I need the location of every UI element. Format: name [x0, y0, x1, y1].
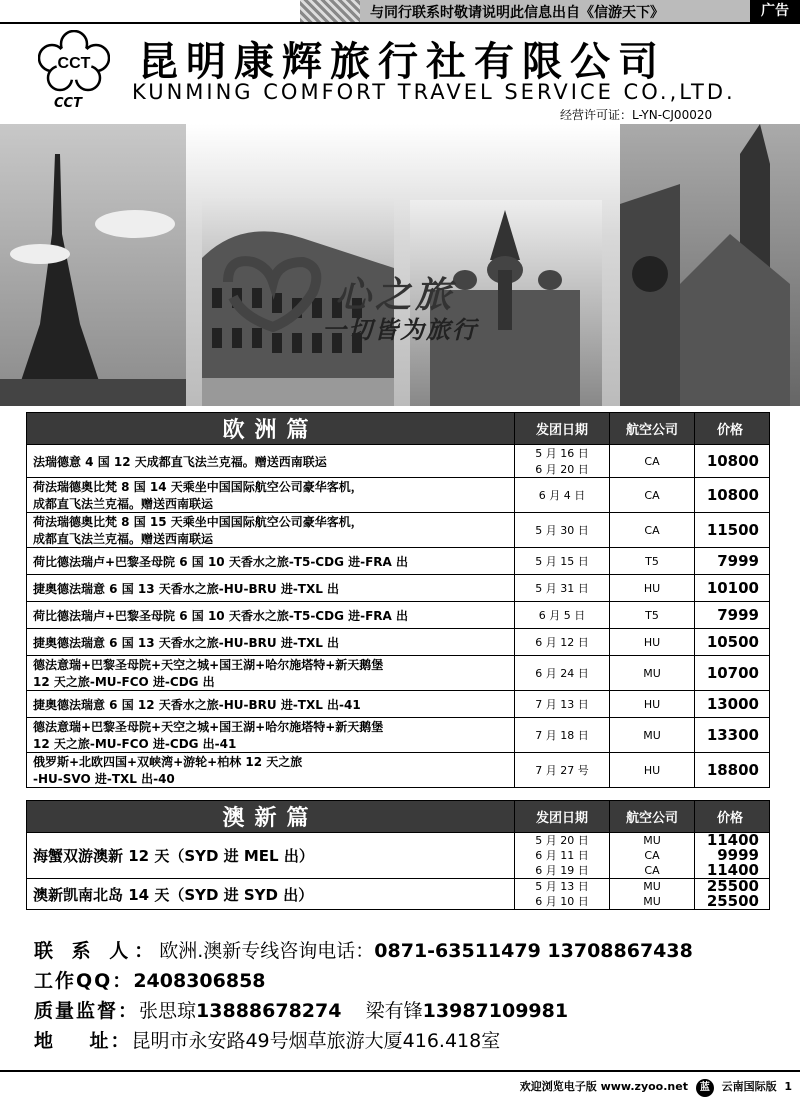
section-title-europe: 欧洲篇 [27, 413, 515, 445]
footer-edition: 云南国际版 [721, 1080, 777, 1093]
tour-price: 25500 [706, 877, 759, 895]
tour-airline: HU [610, 575, 695, 602]
tour-date-cell [515, 879, 610, 910]
footer-divider [0, 1070, 800, 1072]
tour-row [27, 602, 770, 629]
tour-airline-cell [610, 833, 695, 879]
tour-date: 6 月 19 日 [535, 864, 589, 877]
tour-airline: CA [610, 478, 695, 513]
tour-date: 5 月 15 日 [515, 548, 610, 575]
source-notice: 与同行联系时敬请说明此信息出自《信游天下》 [370, 5, 664, 21]
tour-row [27, 478, 770, 513]
tour-route: 荷比德法瑞卢+巴黎圣母院 6 国 10 天香水之旅-T5-CDG 进-FRA 出 [27, 548, 515, 575]
tour-row [27, 445, 770, 478]
tour-price: 13300 [695, 718, 770, 753]
tour-date-cell [515, 833, 610, 879]
tour-row [27, 548, 770, 575]
tour-date: 6 月 11 日 [535, 849, 589, 862]
page-footer [520, 1078, 792, 1097]
tour-airline: MU [643, 895, 661, 908]
tour-price: 10500 [695, 629, 770, 656]
europe-tours-table [26, 412, 770, 788]
footer-page: 1 [784, 1080, 792, 1093]
ad-tag: 广告 [750, 0, 800, 22]
tour-price-cell [695, 879, 770, 910]
quality-person-2: 梁有锋 [365, 1000, 423, 1022]
tour-price: 11500 [695, 513, 770, 548]
contact-phone: 0871-63511479 13708867438 [374, 940, 693, 962]
tour-date: 7 月 18 日 [515, 718, 610, 753]
oceania-tours-table [26, 800, 770, 910]
tour-price: 9999 [717, 846, 759, 864]
tour-row [27, 691, 770, 718]
tour-route: 捷奥德法瑞意 6 国 12 天香水之旅-HU-BRU 进-TXL 出-41 [27, 691, 515, 718]
tour-date: 6 月 5 日 [515, 602, 610, 629]
col-header-price: 价格 [695, 801, 770, 833]
heart-logo-icon [218, 252, 328, 332]
eiffel-tower-photo [0, 124, 186, 406]
tour-price: 10100 [695, 575, 770, 602]
tour-route: 海蟹双游澳新 12 天（SYD 进 MEL 出） [27, 833, 515, 879]
tour-row [27, 879, 770, 910]
company-logo-icon [38, 30, 110, 92]
tour-date: 5 月 16 日 6 月 20 日 [515, 445, 610, 478]
tour-airline: CA [610, 513, 695, 548]
tour-airline: MU [643, 834, 661, 847]
tour-price: 11400 [706, 861, 759, 879]
tour-airline: MU [643, 880, 661, 893]
tour-date: 7 月 13 日 [515, 691, 610, 718]
tour-route: 澳新凯南北岛 14 天（SYD 进 SYD 出） [27, 879, 515, 910]
logo-text: CCT [54, 96, 82, 111]
quality-person-1: 张思琼 [139, 1000, 197, 1022]
contact-qq-value: 2408306858 [133, 970, 266, 992]
tour-airline: HU [610, 691, 695, 718]
tour-row [27, 513, 770, 548]
contact-qq-label: 工作QQ： [34, 970, 134, 992]
contact-address-value: 昆明市永安路49号烟草旅游大厦416.418室 [131, 1030, 501, 1052]
footer-badge: 蓝 [696, 1079, 714, 1097]
europe-header-row [27, 413, 770, 445]
tour-route: 荷法瑞德奥比梵 8 国 15 天乘坐中国国际航空公司豪华客机， 成都直飞法兰克福。赠送西南联运 [27, 513, 515, 548]
tour-date: 7 月 27 号 [515, 753, 610, 788]
quality-phone-1: 13888678274 [196, 1000, 342, 1022]
company-name-en: KUNMING COMFORT TRAVEL SERVICE CO.,LTD. [132, 80, 736, 104]
tour-price-cell [695, 833, 770, 879]
tour-route: 德法意瑞+巴黎圣母院+天空之城+国王湖+哈尔施塔特+新天鹅堡 12 天之旅-MU-FCO 进-CDG 出 [27, 656, 515, 691]
tour-price: 25500 [706, 892, 759, 910]
top-strip [0, 0, 800, 24]
col-header-airline: 航空公司 [610, 413, 695, 445]
contact-address-label: 地 址： [34, 1030, 132, 1052]
tour-price: 10700 [695, 656, 770, 691]
col-header-airline: 航空公司 [610, 801, 695, 833]
footer-site: 欢迎浏览电子版 www.zyoo.net [519, 1080, 688, 1093]
contact-person-desc: 欧洲.澳新专线咨询电话： [159, 940, 375, 962]
tour-airline: T5 [610, 548, 695, 575]
slogan-sub: 一切皆为旅行 [322, 316, 478, 344]
tour-airline: HU [610, 629, 695, 656]
company-name-cn: 昆明康辉旅行社有限公司 [138, 39, 666, 85]
svg-text:CCT: CCT [57, 55, 91, 72]
tour-airline: T5 [610, 602, 695, 629]
tour-date: 5 月 30 日 [515, 513, 610, 548]
tour-airline: CA [644, 849, 660, 862]
quality-phone-2: 13987109981 [422, 1000, 569, 1022]
contact-quality-label: 质量监督： [34, 1000, 140, 1022]
tour-row [27, 575, 770, 602]
tour-date: 6 月 10 日 [535, 895, 589, 908]
contact-qq-line [34, 966, 774, 993]
tour-row [27, 656, 770, 691]
photo-banner [0, 124, 800, 406]
tour-airline-cell [610, 879, 695, 910]
license-number: 经营许可证：L-YN-CJ00020 [560, 108, 713, 122]
tour-date: 5 月 31 日 [515, 575, 610, 602]
tour-date: 6 月 12 日 [515, 629, 610, 656]
section-title-oceania: 澳新篇 [27, 801, 515, 833]
contact-address-line [34, 1026, 774, 1053]
col-header-price: 价格 [695, 413, 770, 445]
slogan-main: 心之旅 [335, 275, 456, 316]
tour-route: 俄罗斯+北欧四国+双峡湾+游轮+柏林 12 天之旅 -HU-SVO 进-TXL 出-40 [27, 753, 515, 788]
tour-route: 法瑞德意 4 国 12 天成都直飞法兰克福。赠送西南联运 [27, 445, 515, 478]
tour-row [27, 629, 770, 656]
tour-price: 7999 [695, 548, 770, 575]
tour-airline: CA [644, 864, 660, 877]
tour-route: 德法意瑞+巴黎圣母院+天空之城+国王湖+哈尔施塔特+新天鹅堡 12 天之旅-MU-FCO 进-CDG 出-41 [27, 718, 515, 753]
tour-price: 13000 [695, 691, 770, 718]
tour-route: 捷奥德法瑞意 6 国 13 天香水之旅-HU-BRU 进-TXL 出 [27, 575, 515, 602]
decorative-pattern [300, 0, 360, 22]
col-header-date: 发团日期 [515, 801, 610, 833]
tour-route: 捷奥德法瑞意 6 国 13 天香水之旅-HU-BRU 进-TXL 出 [27, 629, 515, 656]
tour-date: 5 月 13 日 [535, 880, 589, 893]
tour-route: 荷法瑞德奥比梵 8 国 14 天乘坐中国国际航空公司豪华客机， 成都直飞法兰克福。赠送西南联运 [27, 478, 515, 513]
tour-airline: CA [610, 445, 695, 478]
tour-price: 18800 [695, 753, 770, 788]
tour-price: 10800 [695, 445, 770, 478]
tour-row [27, 718, 770, 753]
tour-route: 荷比德法瑞卢+巴黎圣母院 6 国 10 天香水之旅-T5-CDG 进-FRA 出 [27, 602, 515, 629]
tour-price: 7999 [695, 602, 770, 629]
col-header-date: 发团日期 [515, 413, 610, 445]
tour-airline: HU [610, 753, 695, 788]
tour-date: 6 月 4 日 [515, 478, 610, 513]
tour-date: 6 月 24 日 [515, 656, 610, 691]
tour-airline: MU [610, 718, 695, 753]
gothic-church-photo [620, 124, 800, 406]
contact-person-line [34, 936, 774, 963]
contact-quality-line [34, 996, 774, 1023]
tour-price: 10800 [695, 478, 770, 513]
tour-row [27, 753, 770, 788]
oceania-header-row [27, 801, 770, 833]
tour-row [27, 833, 770, 879]
tour-price: 11400 [706, 831, 759, 849]
tour-date: 5 月 20 日 [535, 834, 589, 847]
tour-airline: MU [610, 656, 695, 691]
contact-person-label: 联 系 人： [34, 940, 160, 962]
